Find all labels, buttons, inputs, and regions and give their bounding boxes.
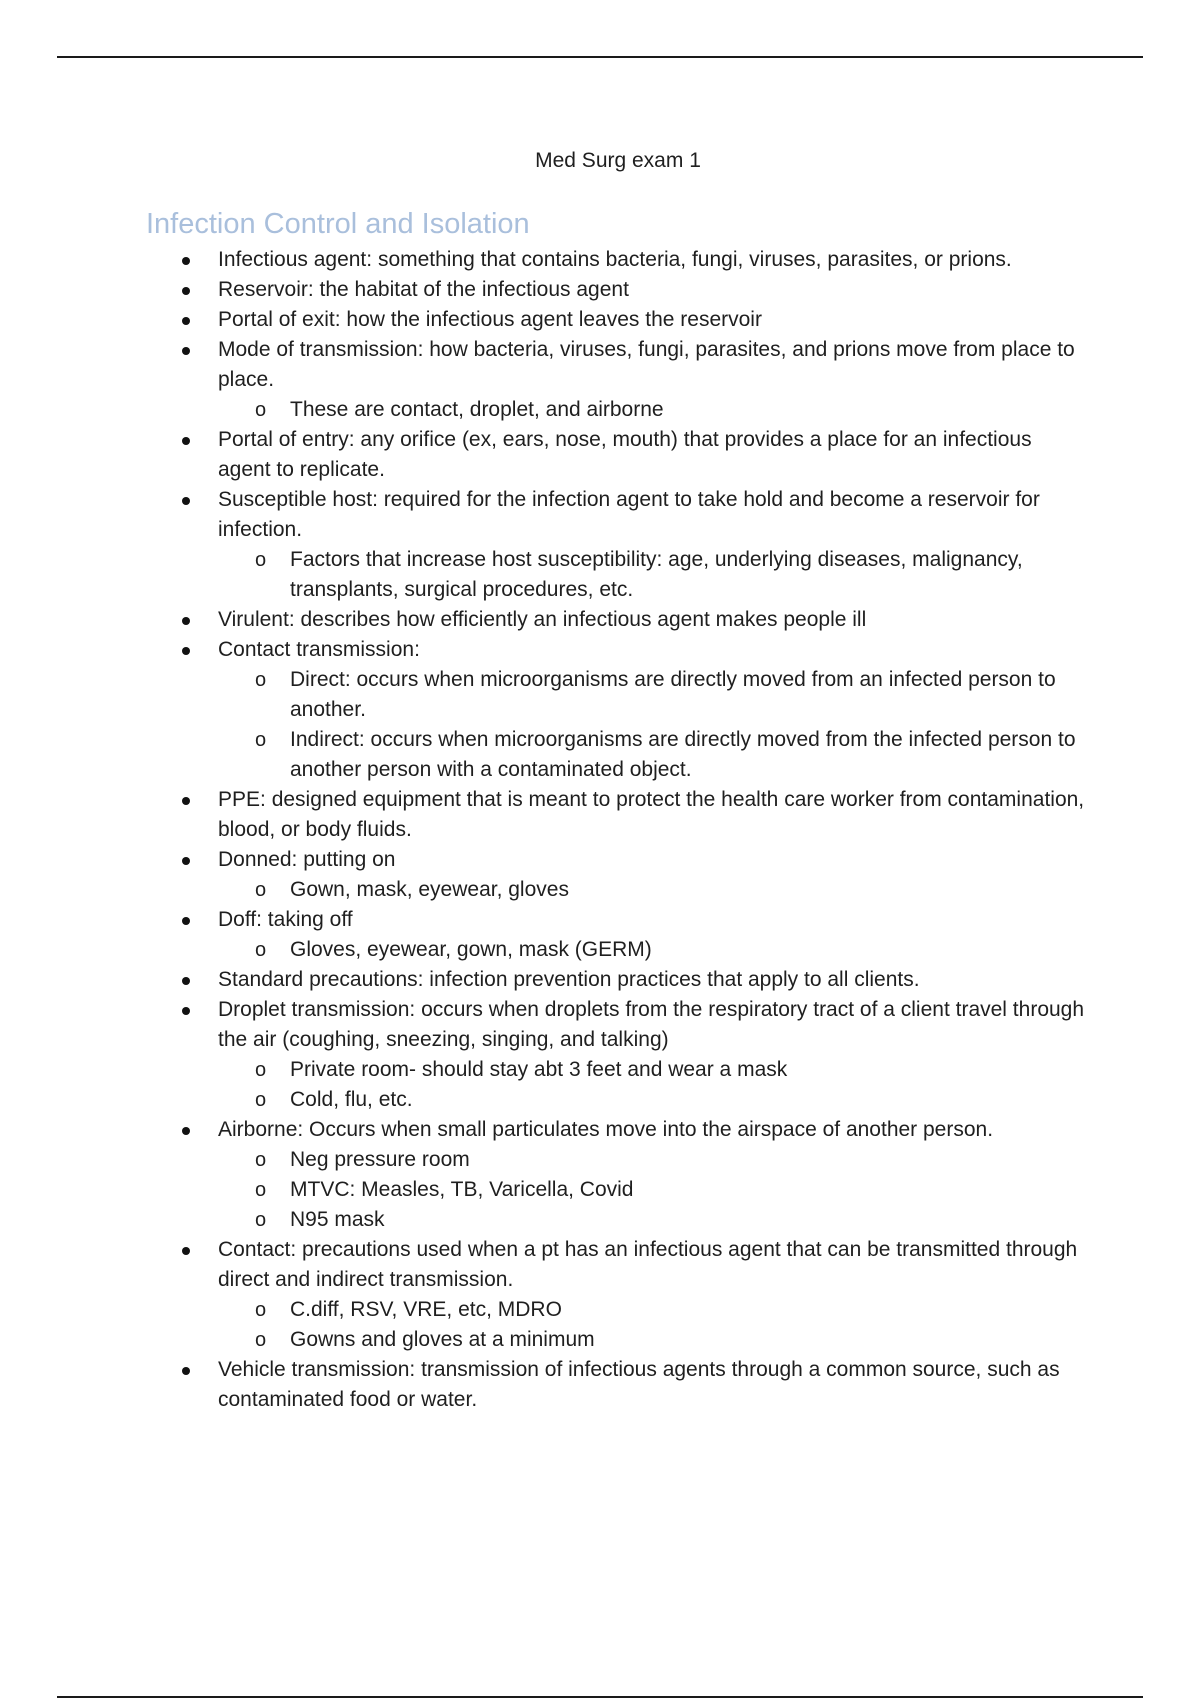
bullet-text: Droplet transmission: occurs when droplets from the respiratory tract of a client travel through the air (coughing, sneezing, singing, and talking) — [218, 998, 1085, 1051]
sub-bullet-text: Cold, flu, etc. — [290, 1088, 413, 1111]
sub-list-item — [0, 545, 1088, 605]
list-item — [0, 275, 1088, 305]
bullet-icon — [182, 1367, 190, 1375]
sub-list — [0, 545, 1088, 605]
bullet-text: Virulent: describes how efficiently an infectious agent makes people ill — [218, 608, 867, 631]
list-item — [0, 965, 1088, 995]
bullet-icon — [182, 437, 190, 445]
bullet-text: PPE: designed equipment that is meant to protect the health care worker from contamination, blood, or body fluids. — [218, 788, 1085, 841]
list-item — [0, 1355, 1088, 1415]
bullet-icon — [182, 617, 190, 625]
sub-list — [0, 1055, 1088, 1115]
sub-list-item — [0, 1175, 1088, 1205]
sub-bullet-icon: o — [255, 1089, 267, 1111]
sub-list — [0, 935, 1088, 965]
sub-bullet-text: Gloves, eyewear, gown, mask (GERM) — [290, 938, 652, 961]
sub-list-item — [0, 1085, 1088, 1115]
list-item — [0, 905, 1088, 965]
sub-bullet-text: Gowns and gloves at a minimum — [290, 1328, 595, 1351]
bullet-text: Contact transmission: — [218, 638, 420, 661]
notes-content — [0, 245, 1200, 1415]
bullet-list — [0, 245, 1200, 1415]
sub-bullet-text: N95 mask — [290, 1208, 385, 1231]
bullet-text: Reservoir: the habitat of the infectious agent — [218, 278, 629, 301]
sub-bullet-text: Indirect: occurs when microorganisms are directly moved from the infected person to another person with a contaminated object. — [290, 728, 1076, 781]
bullet-icon — [182, 317, 190, 325]
bullet-icon — [182, 287, 190, 295]
bullet-icon — [182, 1247, 190, 1255]
sub-list-item — [0, 665, 1088, 725]
sub-bullet-text: Neg pressure room — [290, 1148, 470, 1171]
bullet-icon — [182, 497, 190, 505]
sub-bullet-icon: o — [255, 399, 267, 421]
list-item — [0, 1235, 1088, 1355]
sub-bullet-text: Direct: occurs when microorganisms are directly moved from an infected person to another. — [290, 668, 1056, 721]
list-item — [0, 845, 1088, 905]
list-item — [0, 485, 1088, 605]
sub-bullet-icon: o — [255, 879, 267, 901]
sub-list-item — [0, 935, 1088, 965]
sub-list-item — [0, 725, 1088, 785]
bullet-text: Portal of exit: how the infectious agent leaves the reservoir — [218, 308, 762, 331]
sub-list-item — [0, 1295, 1088, 1325]
bullet-text: Standard precautions: infection prevention practices that apply to all clients. — [218, 968, 920, 991]
bullet-text: Infectious agent: something that contains bacteria, fungi, viruses, parasites, or prions. — [218, 248, 1012, 271]
sub-bullet-text: Private room- should stay abt 3 feet and wear a mask — [290, 1058, 788, 1081]
bullet-text: Contact: precautions used when a pt has an infectious agent that can be transmitted through direct and indirect transmission. — [218, 1238, 1078, 1291]
sub-bullet-icon: o — [255, 1209, 267, 1231]
bullet-text: Mode of transmission: how bacteria, viruses, fungi, parasites, and prions move from place to place. — [218, 338, 1075, 391]
sub-bullet-text: Gown, mask, eyewear, gloves — [290, 878, 569, 901]
bullet-text: Portal of entry: any orifice (ex, ears, nose, mouth) that provides a place for an infectious agent to replicate. — [218, 428, 1032, 481]
sub-bullet-icon: o — [255, 1149, 267, 1171]
list-item — [0, 1115, 1088, 1235]
document-title: Med Surg exam 1 — [535, 149, 701, 172]
sub-list-item — [0, 395, 1088, 425]
sub-list — [0, 395, 1088, 425]
sub-list-item — [0, 1325, 1088, 1355]
bullet-icon — [182, 1127, 190, 1135]
bullet-text: Susceptible host: required for the infection agent to take hold and become a reservoir for infection. — [218, 488, 1040, 541]
section-heading: Infection Control and Isolation — [146, 208, 530, 240]
bullet-text: Doff: taking off — [218, 908, 353, 931]
bullet-icon — [182, 1007, 190, 1015]
sub-bullet-icon: o — [255, 729, 267, 751]
sub-list — [0, 665, 1088, 785]
bullet-text: Donned: putting on — [218, 848, 396, 871]
sub-bullet-text: Factors that increase host susceptibility: age, underlying diseases, malignancy, transplants, surgical procedures, etc. — [290, 548, 1023, 601]
sub-bullet-text: MTVC: Measles, TB, Varicella, Covid — [290, 1178, 634, 1201]
list-item — [0, 995, 1088, 1115]
list-item — [0, 335, 1088, 425]
sub-bullet-text: C.diff, RSV, VRE, etc, MDRO — [290, 1298, 562, 1321]
bullet-text: Vehicle transmission: transmission of infectious agents through a common source, such as contaminated food or water. — [218, 1358, 1060, 1411]
bullet-icon — [182, 917, 190, 925]
bullet-text: Airborne: Occurs when small particulates move into the airspace of another person. — [218, 1118, 994, 1141]
sub-list — [0, 1295, 1088, 1355]
sub-bullet-icon: o — [255, 1329, 267, 1351]
sub-list — [0, 1145, 1088, 1235]
sub-list-item — [0, 875, 1088, 905]
sub-bullet-icon: o — [255, 1299, 267, 1321]
sub-list — [0, 875, 1088, 905]
bullet-icon — [182, 797, 190, 805]
list-item — [0, 605, 1088, 635]
sub-list-item — [0, 1055, 1088, 1085]
bullet-icon — [182, 347, 190, 355]
list-item — [0, 305, 1088, 335]
sub-bullet-icon: o — [255, 1179, 267, 1201]
sub-bullet-text: These are contact, droplet, and airborne — [290, 398, 664, 421]
list-item — [0, 785, 1088, 845]
list-item — [0, 635, 1088, 785]
sub-bullet-icon: o — [255, 1059, 267, 1081]
sub-bullet-icon: o — [255, 669, 267, 691]
list-item — [0, 245, 1088, 275]
sub-list-item — [0, 1145, 1088, 1175]
bullet-icon — [182, 647, 190, 655]
bullet-icon — [182, 857, 190, 865]
list-item — [0, 425, 1088, 485]
bullet-icon — [182, 257, 190, 265]
bullet-icon — [182, 977, 190, 985]
sub-list-item — [0, 1205, 1088, 1235]
sub-bullet-icon: o — [255, 939, 267, 961]
sub-bullet-icon: o — [255, 549, 267, 571]
header-rule — [57, 56, 1143, 58]
footer-rule — [57, 1696, 1143, 1698]
